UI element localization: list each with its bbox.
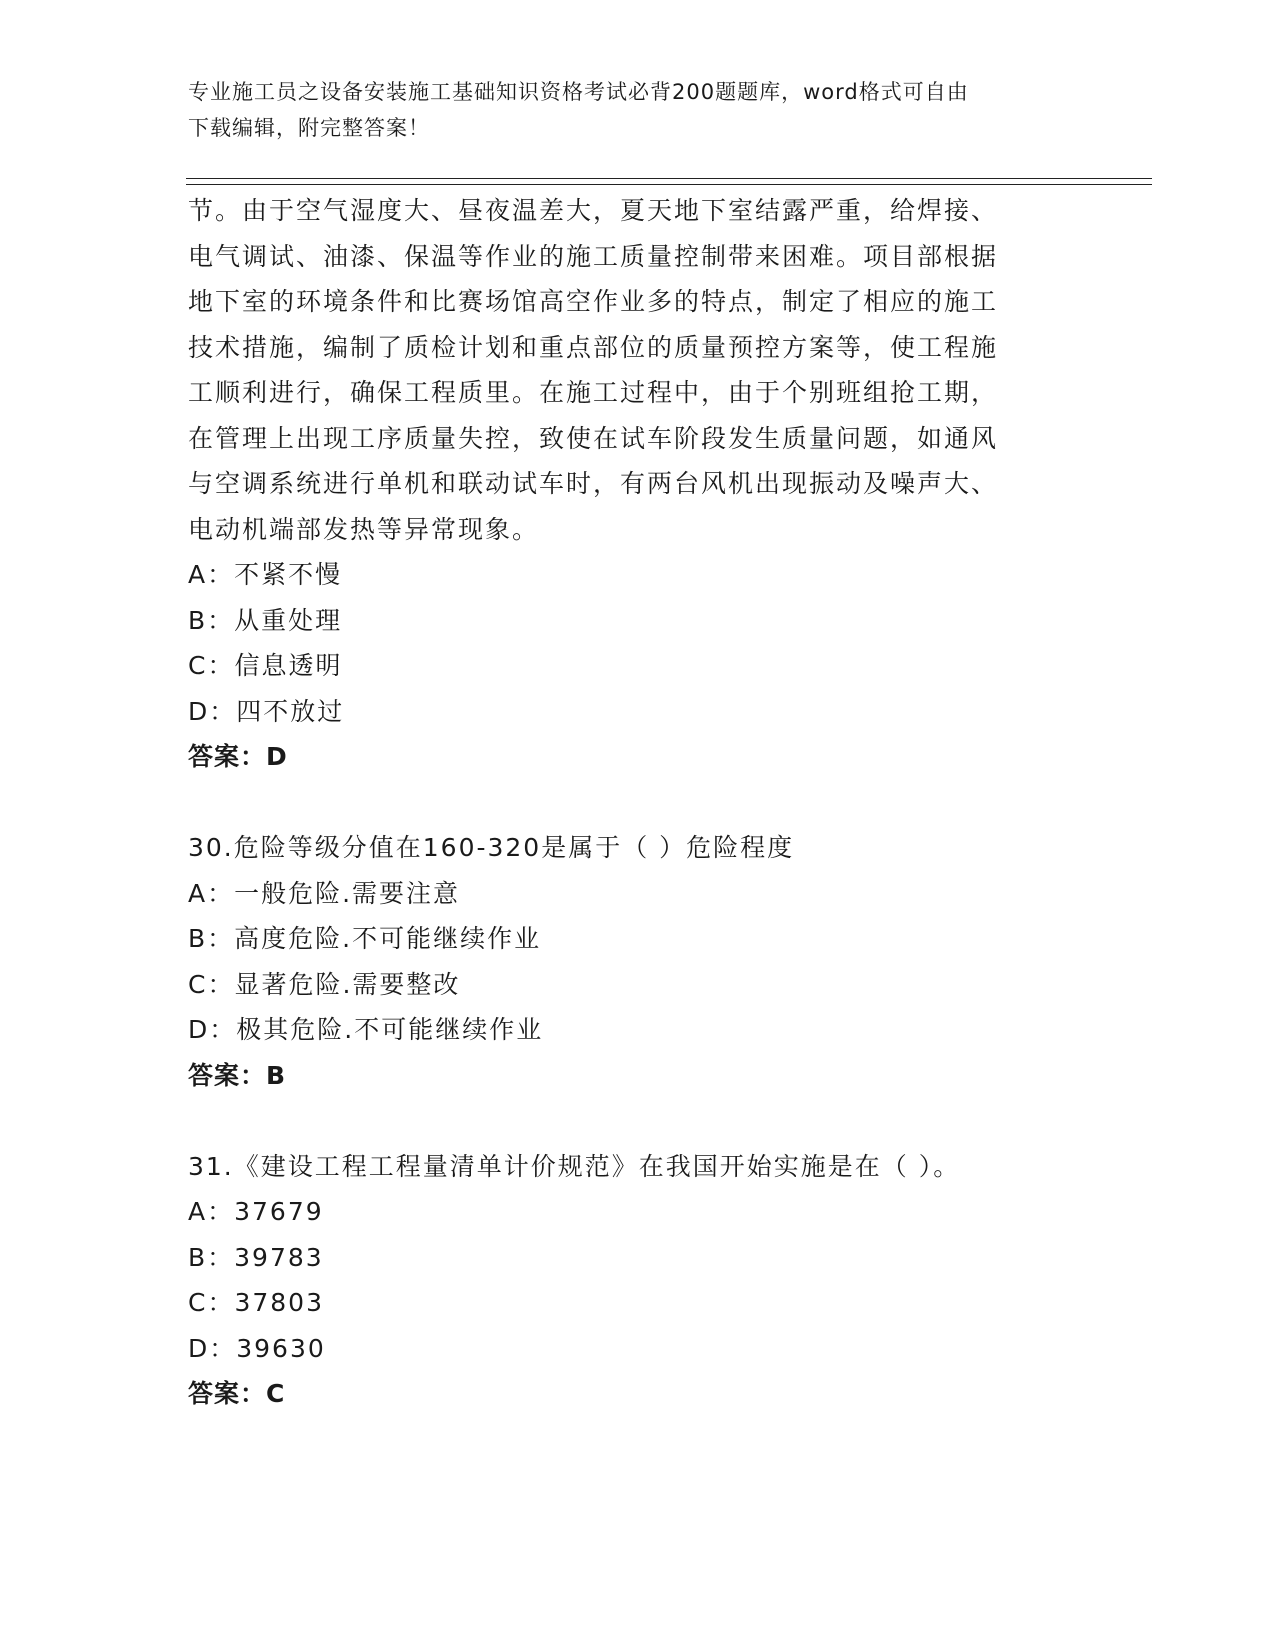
option-b: B：高度危险.不可能继续作业 — [188, 924, 542, 953]
passage-line: 电气调试、油漆、保温等作业的施工质量控制带来困难。项目部根据 — [188, 241, 999, 271]
option-a: A：一般危险.需要注意 — [188, 878, 461, 908]
option-b: B：39783 — [188, 1242, 324, 1272]
passage-line: 电动机端部发热等异常现象。 — [188, 514, 540, 544]
question-29-passage — [188, 188, 1068, 552]
option-c: C：37803 — [188, 1288, 324, 1317]
question-31 — [188, 1144, 1068, 1417]
answer-29: 答案：D — [188, 742, 288, 771]
question-30 — [188, 825, 1068, 1098]
question-spacer — [188, 780, 1068, 826]
option-d: D：四不放过 — [188, 696, 345, 726]
question-spacer — [188, 1098, 1068, 1144]
passage-line: 工顺利进行，确保工程质里。在施工过程中，由于个别班组抢工期， — [188, 378, 999, 407]
option-c: C：信息透明 — [188, 651, 343, 680]
document-header — [188, 74, 1068, 146]
question-31-text: 31.《建设工程工程量清单计价规范》在我国开始实施是在（ ）。 — [188, 1151, 961, 1181]
answer-31: 答案：C — [188, 1379, 286, 1408]
passage-line: 与空调系统进行单机和联动试车时，有两台风机出现振动及噪声大、 — [188, 469, 999, 498]
option-b: B：从重处理 — [188, 605, 343, 635]
option-d: D：极其危险.不可能继续作业 — [188, 1015, 544, 1044]
passage-line: 在管理上出现工序质量失控，致使在试车阶段发生质量问题，如通风 — [188, 423, 999, 453]
option-a: A：不紧不慢 — [188, 560, 343, 589]
question-29-options — [188, 552, 1068, 780]
document-body — [188, 188, 1068, 1417]
header-line-2: 下载编辑，附完整答案！ — [188, 116, 430, 140]
answer-30: 答案：B — [188, 1060, 287, 1090]
option-c: C：显著危险.需要整改 — [188, 969, 461, 999]
passage-line: 技术措施，编制了质检计划和重点部位的质量预控方案等，使工程施 — [188, 332, 999, 362]
option-a: A：37679 — [188, 1197, 324, 1226]
question-30-text: 30.危险等级分值在160-320是属于（ ）危险程度 — [188, 833, 795, 862]
option-d: D：39630 — [188, 1333, 326, 1363]
passage-line: 节。由于空气湿度大、昼夜温差大，夏天地下室结露严重，给焊接、 — [188, 196, 999, 225]
passage-line: 地下室的环境条件和比赛场馆高空作业多的特点，制定了相应的施工 — [188, 287, 999, 316]
header-divider-top — [186, 178, 1152, 179]
header-divider-bottom — [186, 184, 1152, 185]
header-line-1: 专业施工员之设备安装施工基础知识资格考试必背200题题库，word格式可自由 — [188, 80, 969, 104]
